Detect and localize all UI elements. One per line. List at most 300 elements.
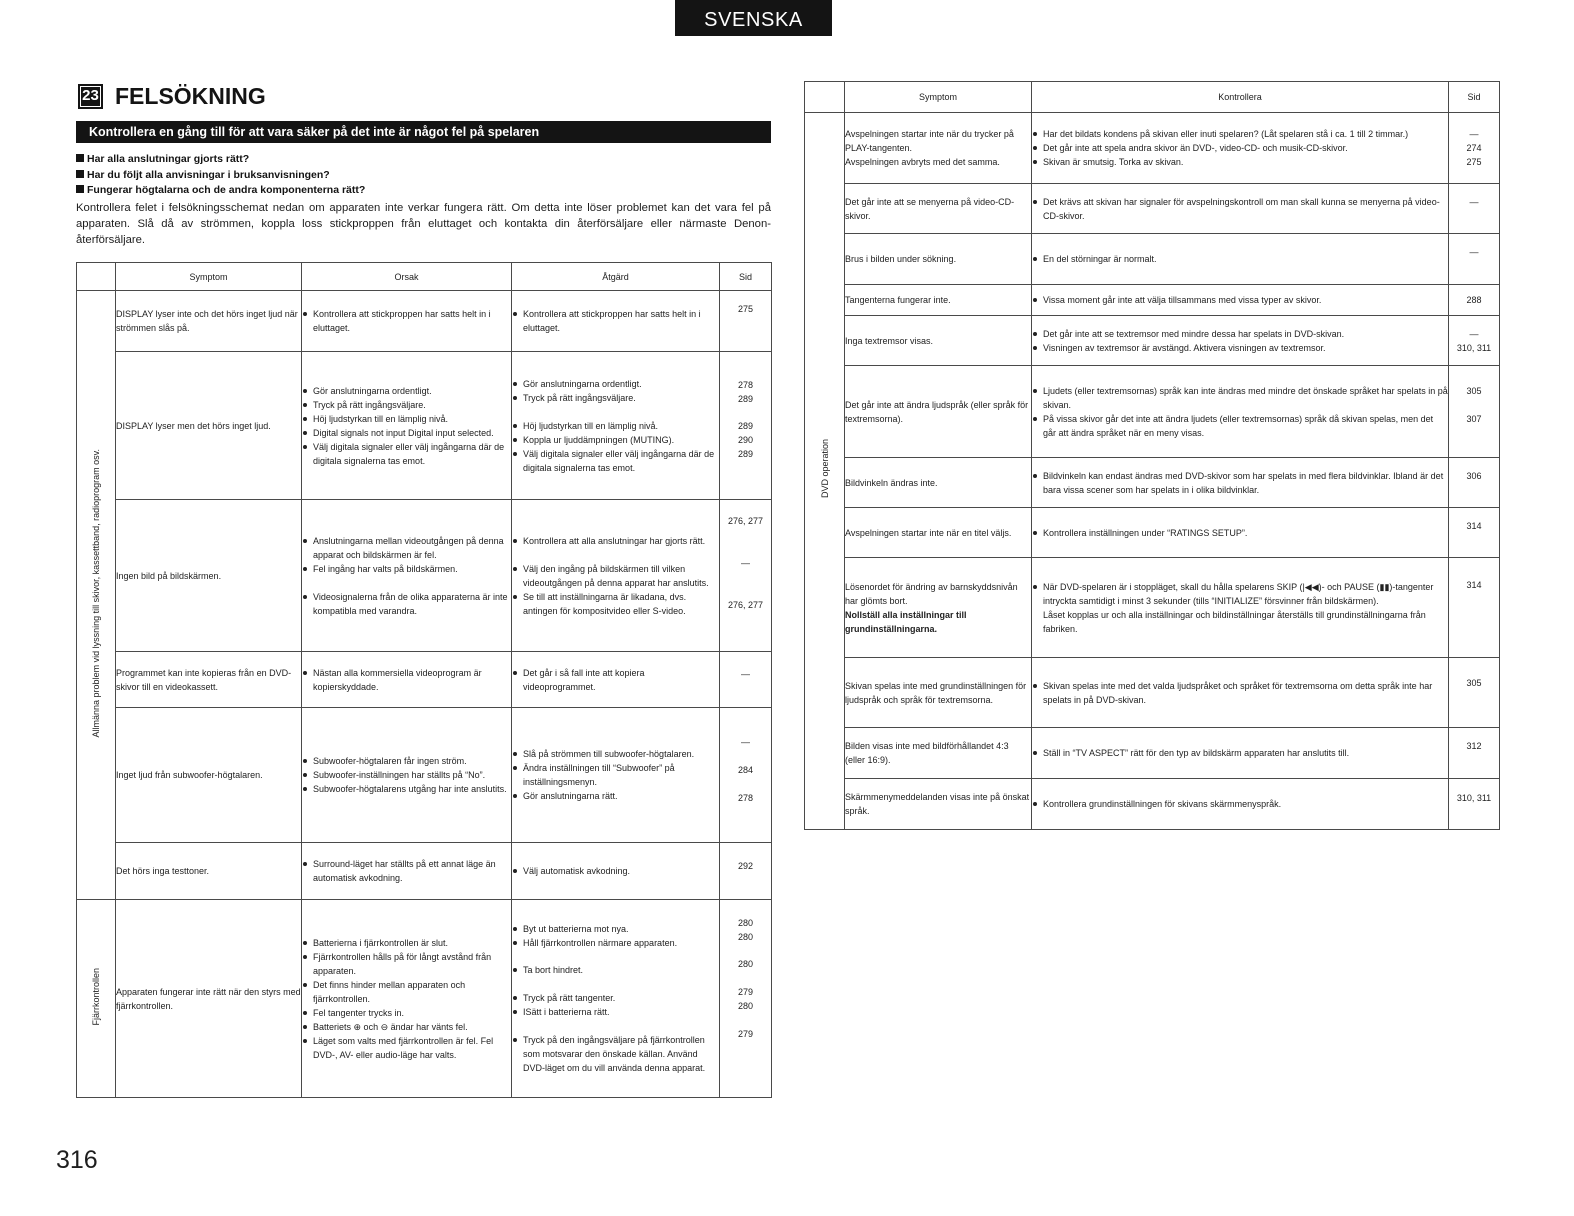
check-item — [1032, 141, 1448, 155]
page-number: 316 — [56, 1146, 98, 1174]
page-ref-cell — [720, 843, 772, 900]
checklist-item — [76, 183, 365, 199]
bullet-icon — [303, 1011, 307, 1015]
bullet-icon — [1033, 585, 1037, 589]
symptom-header: Symptom — [116, 263, 302, 291]
remedy-item — [512, 789, 719, 803]
table-row — [77, 900, 772, 1098]
symptom-text: DISPLAY lyser inte och det hörs inget ljud när strömmen slås på. — [116, 309, 298, 333]
check-text: På vissa skivor går det inte att ändra ljudets (eller textremsornas) språk då skivan spelas, men det går att ändra språket när en meny visas. — [1043, 413, 1434, 438]
page-ref: 305 — [1466, 678, 1482, 688]
bullet-icon — [1033, 298, 1037, 302]
check-text: Har det bildats kondens på skivan eller inuti spelaren? (Låt spelaren stå i ca. 1 till 2 timmar.) — [1043, 129, 1409, 139]
check-text: Visningen av textremsor är avstängd. Aktivera visningen av textremsor. — [1043, 342, 1326, 353]
bullet-icon — [303, 445, 307, 449]
page-header: Sid — [1449, 82, 1500, 113]
remedy-text: Ändra inställningen till “Subwoofer” på inställningsmenyn. — [523, 763, 675, 787]
cause-item — [302, 978, 511, 1006]
table-row — [805, 234, 1500, 285]
bullet-icon — [303, 787, 307, 791]
bullet-icon — [1033, 417, 1037, 421]
group-label: Allmänna problem vid lyssning till skivor, kassettband, radioprogram osv. — [91, 448, 101, 738]
symptom-text: Det hörs inga testtoner. — [116, 866, 210, 876]
cause-text: Välj digitala signaler eller välj ingångarna där de digitala signalerna tas emot. — [313, 441, 505, 466]
page-ref: 289 — [737, 449, 754, 459]
bullet-icon — [1033, 751, 1037, 755]
cause-item — [302, 666, 511, 694]
page-ref-stack — [720, 352, 771, 499]
cause-cell — [302, 652, 512, 708]
page-ref-cell — [1449, 285, 1500, 316]
check-item — [1032, 127, 1448, 141]
page-ref-stack — [1449, 316, 1499, 365]
symptom-cell — [845, 779, 1032, 830]
symptom-text: Avspelningen startar inte när du trycker på PLAY-tangenten. — [845, 129, 1014, 153]
remedy-text: Håll fjärrkontrollen närmare apparaten. — [523, 938, 678, 948]
page-ref-stack — [720, 652, 771, 707]
bullet-icon — [513, 438, 517, 442]
remedy-item — [512, 936, 719, 950]
bullet-icon — [1033, 346, 1037, 350]
check-item — [1032, 155, 1448, 169]
cause-text: Kontrollera att stickproppen har satts helt in i eluttaget. — [313, 309, 491, 333]
table-row — [805, 508, 1500, 558]
cause-item — [302, 412, 511, 426]
remedy-text: Välj den ingång på bildskärmen till vilken videoutgången på denna apparat har anslutits. — [523, 563, 709, 588]
page-ref-stack — [1449, 508, 1499, 557]
page-ref: — — [1469, 129, 1479, 139]
check-item — [1032, 412, 1448, 440]
symptom-emphasis: Nollställ alla inställningar till grundinställningarna. — [845, 609, 967, 634]
check-cell — [1032, 508, 1449, 558]
page-ref: 306 — [1466, 471, 1482, 481]
page-ref-stack — [1449, 779, 1499, 829]
page-ref: 278 — [737, 793, 754, 803]
check-item — [1032, 195, 1448, 223]
cause-text: Subwoofer-högtalarens utgång har inte anslutits. — [313, 784, 507, 794]
page-ref: 279 — [737, 987, 754, 997]
remedy-text: Koppla ur ljuddämpningen (MUTING). — [523, 434, 675, 445]
symptom-text: Inget ljud från subwoofer-högtalaren. — [116, 770, 263, 780]
remedy-item — [512, 1033, 719, 1075]
remedy-item — [512, 666, 719, 694]
check-cell — [1032, 558, 1449, 658]
cause-text: Digital signals not input Digital input selected. — [313, 427, 494, 438]
cause-text: Läget som valts med fjärrkontrollen är fel. Fel DVD-, AV- eller audio-läge har valts. — [313, 1035, 494, 1060]
remedy-text: Kontrollera att alla anslutningar har gjorts rätt. — [523, 535, 706, 546]
check-cell — [1032, 366, 1449, 458]
page-ref: 310, 311 — [1456, 793, 1492, 803]
check-item — [1032, 327, 1448, 341]
page-ref: 275 — [737, 304, 754, 314]
symptom-text: Tangenterna fungerar inte. — [845, 295, 951, 305]
remedy-item — [512, 562, 719, 590]
page-ref: — — [1469, 247, 1479, 257]
bullet-icon — [513, 968, 517, 972]
table-row — [77, 652, 772, 708]
page-ref: 307 — [1466, 414, 1482, 424]
page-ref-cell — [720, 652, 772, 708]
cause-item — [302, 384, 511, 398]
page-ref-cell — [1449, 558, 1500, 658]
bullet-icon — [513, 396, 517, 400]
table-row — [77, 708, 772, 843]
symptom-text: DISPLAY lyser men det hörs inget ljud. — [116, 420, 271, 431]
cause-item — [302, 857, 511, 885]
page-ref-cell — [1449, 658, 1500, 728]
page-ref: 276, 277 — [727, 600, 764, 610]
cause-item — [302, 950, 511, 978]
table-row — [805, 316, 1500, 366]
cause-item — [302, 936, 511, 950]
bullet-icon — [513, 595, 517, 599]
check-cell — [1032, 458, 1449, 508]
page-ref: — — [741, 669, 750, 679]
bullet-icon — [1033, 531, 1037, 535]
remedy-text: Tryck på rätt tangenter. — [523, 993, 616, 1003]
page-ref: 280 — [737, 959, 754, 969]
page-ref-cell — [1449, 508, 1500, 558]
table-header-row — [77, 263, 772, 291]
cause-item — [302, 590, 511, 618]
cause-cell — [302, 500, 512, 652]
page-ref: 289 — [737, 421, 754, 431]
banner: Kontrollera en gång till för att vara säker på det inte är något fel på spelaren — [76, 121, 771, 143]
bullet-icon — [1033, 332, 1037, 336]
bullet-icon — [303, 403, 307, 407]
symptom-text: Avspelningen avbryts med det samma. — [845, 157, 1000, 167]
page-ref: — — [741, 558, 750, 568]
remedy-text: Ta bort hindret. — [523, 965, 584, 975]
cause-text: Anslutningarna mellan videoutgången på denna apparat och bildskärmen är fel. — [313, 535, 504, 560]
table-row — [805, 458, 1500, 508]
symptom-text: Programmet kan inte kopieras från en DVD-skivor till en videokassett. — [116, 667, 292, 692]
page-ref-cell — [720, 708, 772, 843]
remedy-cell — [512, 708, 720, 843]
check-item — [1032, 384, 1448, 412]
page-ref-cell — [720, 900, 772, 1098]
bullet-icon — [513, 869, 517, 873]
table-row — [77, 352, 772, 500]
cause-item — [302, 562, 511, 576]
bullet-icon — [513, 539, 517, 543]
bullet-icon — [1033, 200, 1037, 204]
table-row — [77, 291, 772, 352]
cause-text: Surround-läget har ställts på ett annat läge än automatisk avkodning. — [313, 859, 496, 883]
symptom-cell — [845, 113, 1032, 184]
check-text: Kontrollera grundinställningen för skivans skärmmenyspråk. — [1043, 799, 1282, 809]
remedy-text: Välj automatisk avkodning. — [523, 866, 631, 876]
bullet-icon — [513, 382, 517, 386]
table-row — [805, 558, 1500, 658]
page-ref-cell — [1449, 316, 1500, 366]
cause-cell — [302, 708, 512, 843]
cause-text: Höj ljudstyrkan till en lämplig nivå. — [313, 413, 449, 424]
remedy-item — [512, 1005, 719, 1019]
table-row — [805, 113, 1500, 184]
bullet-icon — [303, 773, 307, 777]
bullet-icon — [513, 766, 517, 770]
section-title: FELSÖKNING — [115, 83, 266, 109]
page-ref-stack — [1449, 234, 1499, 284]
page-ref-cell — [720, 352, 772, 500]
symptom-text: Skivan spelas inte med grundinställningen för ljudspråk och språk för textremsorna. — [845, 680, 1027, 705]
symptom-cell — [845, 658, 1032, 728]
remedy-cell — [512, 843, 720, 900]
cause-item — [302, 534, 511, 562]
cause-item — [302, 1006, 511, 1020]
check-cell — [1032, 113, 1449, 184]
bullet-icon — [513, 567, 517, 571]
check-cell — [1032, 184, 1449, 234]
page-ref: — — [1469, 329, 1479, 339]
remedy-cell — [512, 652, 720, 708]
remedy-item — [512, 433, 719, 447]
troubleshooting-table-dvd — [804, 81, 1500, 830]
symptom-cell — [845, 558, 1032, 658]
cause-text: Gör anslutningarna ordentligt. — [313, 385, 432, 396]
cause-item — [302, 1034, 511, 1062]
table-row — [805, 366, 1500, 458]
cause-text: Batteriets ⊕ och ⊖ ändar har vänts fel. — [313, 1021, 468, 1032]
symptom-cell — [845, 285, 1032, 316]
check-item — [1032, 469, 1448, 497]
bullet-icon — [513, 794, 517, 798]
cause-text: Subwoofer-inställningen har ställts på “No”. — [313, 770, 486, 780]
page-ref-cell — [1449, 366, 1500, 458]
intro-paragraph: Kontrollera felet i felsökningsschemat nedan om apparaten inte verkar fungera rätt. Om detta inte löser problemet kan det vara fel på apparaten. Slå då av strömmen, koppla loss stickproppen från eluttaget och kontakta din återförsäljare eller närmaste Denon-återförsäljare. — [76, 202, 771, 246]
bullet-icon — [303, 417, 307, 421]
check-text: Ställ in “TV ASPECT” rätt för den typ av bildskärm apparaten har anslutits till. — [1043, 748, 1350, 758]
bullet-icon — [303, 759, 307, 763]
check-item — [1032, 580, 1448, 608]
page-ref-stack — [1449, 366, 1499, 457]
page-ref: 280 — [737, 932, 754, 942]
check-text: Vissa moment går inte att välja tillsammans med vissa typer av skivor. — [1043, 295, 1322, 305]
remedy-text: Gör anslutningarna rätt. — [523, 791, 618, 801]
check-cell — [1032, 316, 1449, 366]
page-ref-stack — [720, 291, 771, 351]
symptom-cell — [845, 184, 1032, 234]
cause-text: Videosignalerna från de olika apparaterna är inte kompatibla med varandra. — [313, 591, 508, 616]
symptom-text: Brus i bilden under sökning. — [845, 254, 957, 264]
page-header: Sid — [720, 263, 772, 291]
check-text: Kontrollera inställningen under “RATINGS SETUP”. — [1043, 527, 1248, 538]
remedy-item — [512, 747, 719, 761]
remedy-cell — [512, 500, 720, 652]
checklist-text: Fungerar högtalarna och de andra komponenterna rätt? — [87, 184, 366, 196]
remedy-item — [512, 534, 719, 548]
remedy-text: Det går i så fall inte att kopiera videoprogrammet. — [523, 667, 645, 692]
bullet-icon — [303, 567, 307, 571]
remedy-text: Se till att inställningarna är likadana, dvs. antingen för kompositvideo eller S-video. — [523, 591, 687, 616]
page-ref: 314 — [1466, 580, 1482, 590]
cause-item — [302, 782, 511, 796]
symptom-text: Det går inte att ändra ljudspråk (eller språk för textremsorna). — [845, 399, 1029, 424]
bullet-icon — [303, 1025, 307, 1029]
table-body — [77, 291, 772, 1098]
check-text: Bildvinkeln kan endast ändras med DVD-skivor som har spelats in med flera bildvinklar. Ibland är det bara vissa scener som har spelats in i olika bildvinklar. — [1043, 470, 1444, 495]
cause-item — [302, 398, 511, 412]
table-row — [77, 500, 772, 652]
table-row — [77, 843, 772, 900]
remedy-header: Åtgärd — [512, 263, 720, 291]
page-ref: 280 — [737, 1001, 754, 1011]
check-cell — [1032, 658, 1449, 728]
symptom-cell — [845, 234, 1032, 285]
cause-text: Subwoofer-högtalaren får ingen ström. — [313, 756, 467, 766]
remedy-item — [512, 391, 719, 405]
bullet-icon — [303, 1039, 307, 1043]
bullet-icon — [1033, 474, 1037, 478]
page-ref-cell — [1449, 113, 1500, 184]
check-cell — [1032, 728, 1449, 779]
bullet-icon — [513, 452, 517, 456]
bullet-icon — [303, 595, 307, 599]
bullet-icon — [513, 996, 517, 1000]
remedy-item — [512, 922, 719, 936]
checklist — [76, 152, 365, 199]
cause-text: Fel tangenter trycks in. — [313, 1007, 405, 1018]
troubleshooting-table-general — [76, 262, 772, 1098]
check-header: Kontrollera — [1032, 82, 1449, 113]
checklist-item — [76, 152, 365, 168]
checklist-text: Har du följt alla anvisningar i bruksanvisningen? — [87, 168, 330, 181]
bullet-icon — [303, 862, 307, 866]
check-item — [1032, 797, 1448, 811]
check-text: Skivan är smutsig. Torka av skivan. — [1043, 157, 1184, 167]
remedy-text: Välj digitala signaler eller välj ingångarna där de digitala signalerna tas emot. — [523, 448, 715, 473]
remedy-item — [512, 761, 719, 789]
page-ref: 275 — [1466, 157, 1482, 167]
symptom-text: Ingen bild på bildskärmen. — [116, 570, 222, 581]
cause-text: Nästan alla kommersiella videoprogram är kopierskyddade. — [313, 667, 482, 692]
group-label: Fjärrkontrollen — [91, 967, 101, 1026]
page-ref-stack — [1449, 458, 1499, 507]
square-bullet-icon — [76, 154, 84, 162]
bullet-icon — [513, 424, 517, 428]
table-row — [805, 658, 1500, 728]
language-badge: SVENSKA — [675, 0, 832, 36]
remedy-cell — [512, 900, 720, 1098]
remedy-text: Tryck på rätt ingångsväljare. — [523, 392, 636, 403]
page-ref-stack — [1449, 184, 1499, 233]
check-item — [1032, 341, 1448, 355]
cause-text: Fel ingång har valts på bildskärmen. — [313, 563, 458, 574]
remedy-item — [512, 590, 719, 618]
page-ref-cell — [1449, 458, 1500, 508]
group-header — [77, 263, 116, 291]
remedy-text: Tryck på den ingångsväljare på fjärrkontrollen som motsvarar den önskade källan. Använd DVD-läget om du vill använda denna apparat. — [523, 1035, 706, 1073]
page-ref-cell — [1449, 779, 1500, 830]
page-ref-stack — [720, 900, 771, 1097]
page-ref: — — [741, 737, 750, 747]
cause-text: Det finns hinder mellan apparaten och fjärrkontrollen. — [313, 979, 466, 1004]
check-item — [1032, 526, 1448, 540]
bullet-icon — [303, 312, 307, 316]
page-ref: 284 — [737, 765, 754, 775]
page-ref: — — [1469, 197, 1479, 207]
page-ref-stack — [720, 708, 771, 842]
cause-cell — [302, 900, 512, 1098]
square-bullet-icon — [76, 170, 84, 178]
checklist-item — [76, 168, 365, 184]
page-ref: 289 — [737, 394, 754, 404]
symptom-text: Skärmmenymeddelanden visas inte på önskat språk. — [845, 792, 1030, 816]
symptom-cell — [116, 900, 302, 1098]
check-item — [1032, 252, 1448, 266]
page-ref-stack — [1449, 285, 1499, 315]
cause-cell — [302, 352, 512, 500]
bullet-icon — [1033, 684, 1037, 688]
symptom-header: Symptom — [845, 82, 1032, 113]
symptom-cell — [845, 366, 1032, 458]
remedy-text: Slå på strömmen till subwoofer-högtalaren. — [523, 749, 695, 759]
check-text: Det går inte att se textremsor med mindre dessa har spelats in DVD-skivan. — [1043, 328, 1345, 339]
table-body — [805, 113, 1500, 830]
symptom-cell — [845, 508, 1032, 558]
table-row — [805, 184, 1500, 234]
page-ref-stack — [1449, 558, 1499, 657]
table-row — [805, 728, 1500, 779]
page-ref-cell — [1449, 234, 1500, 285]
table-row — [805, 285, 1500, 316]
page-ref-stack — [1449, 113, 1499, 183]
check-cell — [1032, 779, 1449, 830]
page-ref: 279 — [737, 1029, 754, 1039]
symptom-text: Bildvinkeln ändras inte. — [845, 477, 938, 488]
symptom-cell — [116, 708, 302, 843]
page-ref-cell — [1449, 184, 1500, 234]
symptom-cell — [845, 458, 1032, 508]
symptom-text: Det går inte att se menyerna på video-CD-skivor. — [845, 196, 1015, 221]
remedy-cell — [512, 352, 720, 500]
remedy-item — [512, 963, 719, 977]
symptom-cell — [116, 352, 302, 500]
bullet-icon — [513, 312, 517, 316]
bullet-icon — [513, 1038, 517, 1042]
group-cell — [805, 113, 845, 830]
page-ref: 288 — [1466, 295, 1482, 305]
cause-cell — [302, 291, 512, 352]
group-label: DVD operation — [819, 439, 830, 499]
check-text: Det går inte att spela andra skivor än DVD-, video-CD- och musik-CD-skivor. — [1043, 143, 1348, 153]
symptom-cell — [845, 728, 1032, 779]
symptom-cell — [116, 843, 302, 900]
check-text: Ljudets (eller textremsornas) språk kan inte ändras med mindre det önskade språket har spelats in på skivan. — [1043, 385, 1448, 410]
symptom-text: Lösenordet för ändring av barnskyddsnivån har glömts bort. — [845, 581, 1018, 606]
page-ref-stack — [1449, 658, 1499, 727]
table-header-row — [805, 82, 1500, 113]
check-text: Skivan spelas inte med det valda ljudspråket och språket för textremsorna om detta språk inte har spelats in på DVD-skivan. — [1043, 680, 1433, 705]
remedy-item — [512, 419, 719, 433]
cause-item — [302, 440, 511, 468]
remedy-item — [512, 307, 719, 335]
page-ref: 280 — [737, 918, 754, 928]
remedy-item — [512, 447, 719, 475]
page-ref: 312 — [1466, 741, 1482, 751]
bullet-icon — [303, 671, 307, 675]
check-text: När DVD-spelaren är i stoppläget, skall du hålla spelarens SKIP (|◀◀)- och PAUSE (▮▮)-tangenter intryckta samtidigt i minst 3 sekunder (tills “INITIALIZE” försvinner från bildskärmen). — [1043, 581, 1434, 606]
cause-text: Tryck på rätt ingångsväljare. — [313, 399, 426, 410]
bullet-icon — [303, 539, 307, 543]
cause-text: Fjärrkontrollen hålls på för långt avstånd från apparaten. — [313, 951, 492, 976]
group-header — [805, 82, 845, 113]
check-text: Det krävs att skivan har signaler för avspelningskontroll om man skall kunna se menyerna på video-CD-skivor. — [1043, 196, 1440, 221]
check-cell — [1032, 234, 1449, 285]
group-cell — [77, 291, 116, 900]
page-ref: 278 — [737, 380, 754, 390]
